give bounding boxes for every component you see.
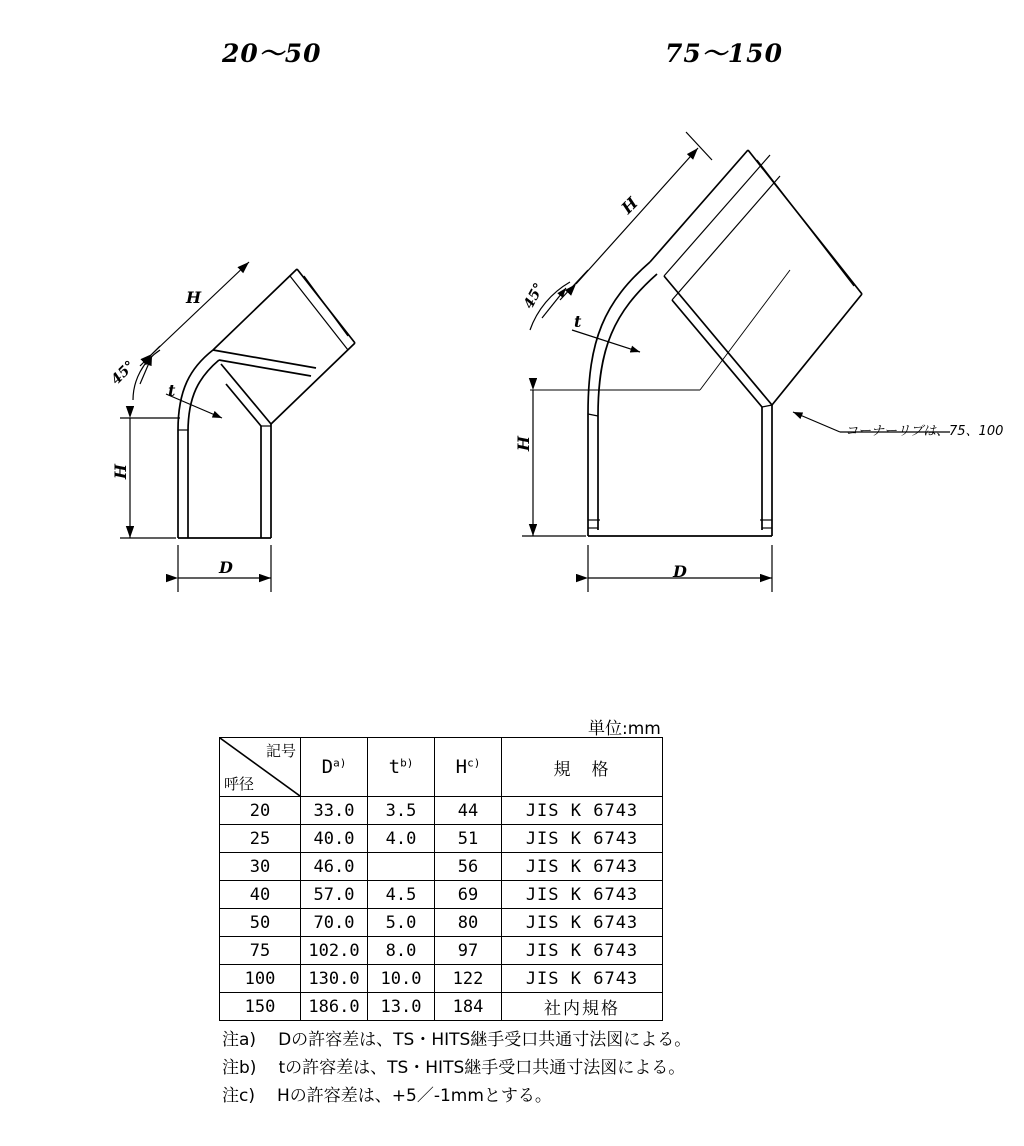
cell-h: 184 (435, 993, 502, 1021)
corner-rib-note: コーナーリブは、75、100 (845, 424, 1004, 439)
cell-d: 70.0 (301, 909, 368, 937)
footnote-b-key: 注b) (222, 1058, 257, 1078)
table-header-standard: 規 格 (502, 738, 663, 797)
cell-h: 122 (435, 965, 502, 993)
label-angle-large: 45° (520, 280, 548, 312)
label-d-small: D (219, 558, 233, 577)
table-row (220, 965, 663, 993)
cell-size: 50 (220, 909, 301, 937)
cell-standard: JIS K 6743 (502, 853, 663, 881)
cell-d: 40.0 (301, 825, 368, 853)
cell-standard: JIS K 6743 (502, 825, 663, 853)
cell-size: 100 (220, 965, 301, 993)
table-header-row (220, 738, 663, 797)
footnote-c-text: Hの許容差は、+5／-1mmとする。 (276, 1086, 552, 1106)
cell-d: 33.0 (301, 797, 368, 825)
label-angle-small: 45° (108, 357, 139, 389)
cell-standard: JIS K 6743 (502, 881, 663, 909)
cell-t (368, 853, 435, 881)
table-header-t (368, 738, 435, 797)
footnote-c (222, 1082, 691, 1110)
table-row (220, 937, 663, 965)
header-d-label: D (321, 756, 334, 778)
cell-h: 51 (435, 825, 502, 853)
table-row (220, 825, 663, 853)
cell-standard: JIS K 6743 (502, 937, 663, 965)
corner-header-size: 呼径 (224, 775, 255, 793)
footnote-a-key: 注a) (222, 1030, 257, 1050)
spec-table-wrapper (219, 737, 663, 1021)
cell-standard: JIS K 6743 (502, 797, 663, 825)
cell-t: 4.5 (368, 881, 435, 909)
header-d-sup: a) (333, 756, 347, 770)
table-corner-header (220, 738, 301, 797)
table-header-h (435, 738, 502, 797)
header-h-label: H (455, 756, 468, 778)
figure-title-small: 20〜50 (222, 39, 322, 68)
table-row (220, 881, 663, 909)
footnote-a (222, 1026, 691, 1054)
cell-t: 10.0 (368, 965, 435, 993)
cell-size: 25 (220, 825, 301, 853)
footnote-b-text: tの許容差は、TS・HITS継手受口共通寸法図による。 (278, 1058, 686, 1078)
cell-standard: JIS K 6743 (502, 909, 663, 937)
cell-t: 13.0 (368, 993, 435, 1021)
label-t-large: t (574, 312, 582, 331)
cell-d: 186.0 (301, 993, 368, 1021)
spec-table (219, 737, 663, 1021)
label-t-small: t (168, 381, 176, 400)
cell-size: 75 (220, 937, 301, 965)
cell-d: 130.0 (301, 965, 368, 993)
cell-standard: 社内規格 (502, 993, 663, 1021)
cell-h: 69 (435, 881, 502, 909)
cell-size: 40 (220, 881, 301, 909)
table-body (220, 797, 663, 1021)
cell-d: 46.0 (301, 853, 368, 881)
cell-h: 44 (435, 797, 502, 825)
header-t-sup: b) (400, 756, 414, 770)
table-row (220, 853, 663, 881)
dimension-lines-large (522, 132, 950, 592)
footnote-b (222, 1054, 691, 1082)
figure-title-large: 75〜150 (665, 39, 783, 68)
elbow-large-body (530, 150, 862, 536)
corner-header-symbol: 記号 (265, 742, 296, 760)
label-h-small-vertical: H (111, 463, 131, 480)
cell-t: 8.0 (368, 937, 435, 965)
cell-t: 4.0 (368, 825, 435, 853)
cell-t: 5.0 (368, 909, 435, 937)
label-d-large: D (673, 562, 687, 581)
cell-size: 30 (220, 853, 301, 881)
cell-d: 102.0 (301, 937, 368, 965)
label-h-large-vertical: H (514, 435, 534, 452)
footnote-a-text: Dの許容差は、TS・HITS継手受口共通寸法図による。 (278, 1030, 692, 1050)
footnotes (222, 1026, 691, 1110)
header-h-sup: c) (467, 756, 481, 770)
header-t-label: t (388, 756, 401, 778)
cell-t: 3.5 (368, 797, 435, 825)
cell-h: 80 (435, 909, 502, 937)
table-header-d (301, 738, 368, 797)
elbow-small-body (178, 269, 355, 538)
table-row (220, 909, 663, 937)
cell-standard: JIS K 6743 (502, 965, 663, 993)
table-row (220, 993, 663, 1021)
cell-h: 97 (435, 937, 502, 965)
table-row (220, 797, 663, 825)
dimension-lines-small (120, 262, 271, 592)
label-h-large-axis: H (617, 193, 642, 218)
label-h-small-axis: H (186, 288, 202, 307)
cell-d: 57.0 (301, 881, 368, 909)
cell-h: 56 (435, 853, 502, 881)
footnote-c-key: 注c) (222, 1086, 255, 1106)
cell-size: 20 (220, 797, 301, 825)
cell-size: 150 (220, 993, 301, 1021)
unit-note: 単位:mm (588, 719, 661, 739)
